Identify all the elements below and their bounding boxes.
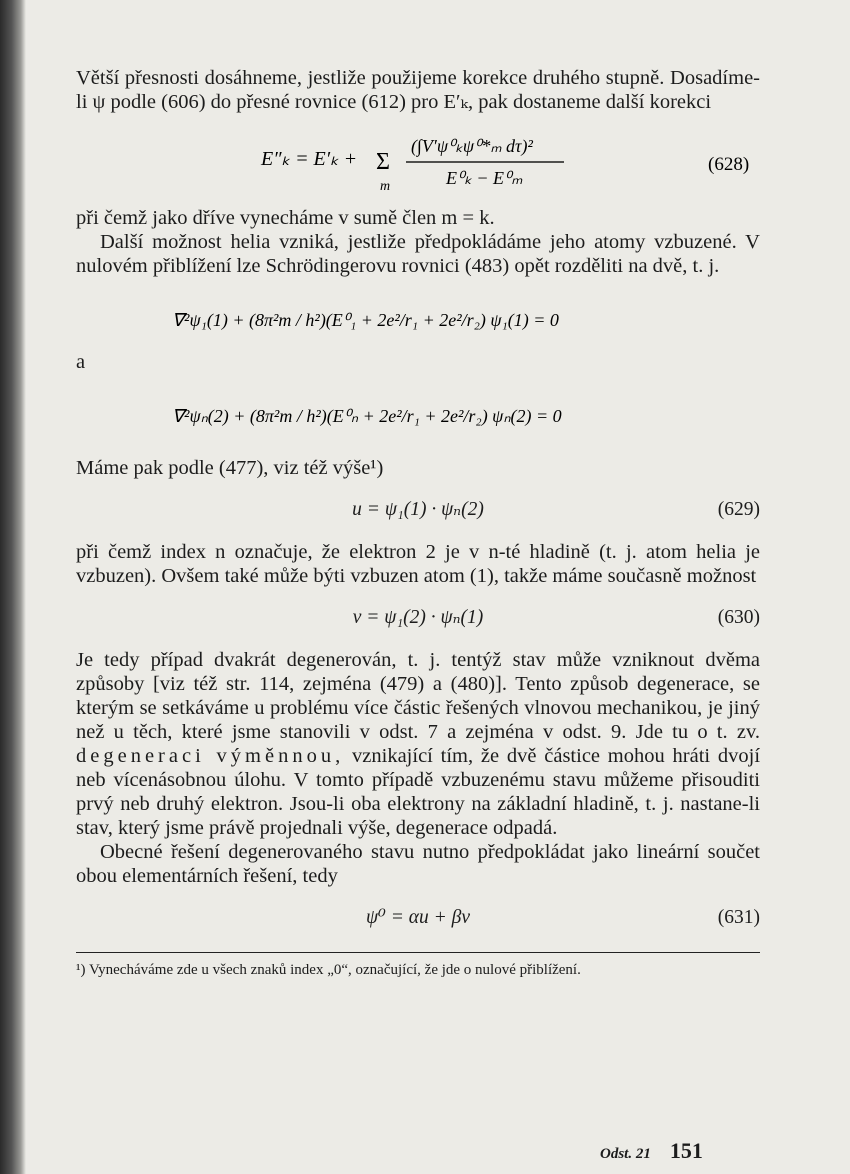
paragraph-7 [76,648,760,840]
eq631-number: (631) [717,907,760,928]
page-footer [600,1138,760,1164]
eq628-sum: Σ [376,149,390,175]
page-number: 151 [669,1138,703,1163]
eq630-number: (630) [717,607,760,628]
equation-631 [76,906,760,930]
eq628-lhs: E″ₖ = E′ₖ + [261,148,358,170]
section-reference: Odst. 21 [600,1146,651,1162]
equation-629 [76,498,760,522]
eq628-denominator: E⁰ₖ − E⁰ₘ [446,168,523,188]
paragraph-7-spaced-term: degeneraci výměnnou, [76,745,345,767]
eq628-sum-index: m [380,179,391,194]
page-body [76,66,760,980]
paragraph-7-part-b: vznikající tím, že dvě částice mohou hráti dvojí neb vícenásobnou úlohu. V tomto případě vzbuzenému stavu můžeme přisouditi prvý neb druhý elektron. Jsou-li oba elektrony na základní hladině, t. j. nastane-li stav, který jsme právě projednali výše, degenerace odpadá. [76,745,761,839]
eq629-body: u = ψ₁(1) · ψₙ(2) [352,499,484,520]
equation-630 [76,606,760,630]
paragraph-7-part-a: Je tedy případ dvakrát degenerován, t. j. tentýž stav může vzniknout dvěma způsoby [viz též str. 114, zejména (479) a (480)]. Tento způsob degenerace, se kterým se setkáváme u problému více částic řešených vlnovou mechanikou, je jiný než u těch, které jsme stanovili v odst. 7 a zejména v odst. 9. Jde tu o t. zv. [76,649,760,743]
eq630-body: v = ψ₁(2) · ψₙ(1) [352,607,484,628]
footnote: ¹) Vynecháváme zde u všech znaků index „0“, označující, že jde o nulové přiblížení. [76,962,581,978]
paragraph-5: Máme pak podle (477), viz též výše¹) [76,457,384,479]
eq628-numerator: (∫V′ψ⁰ₖψ⁰*ₘ dτ)² [411,136,533,156]
eq629-number: (629) [717,499,760,520]
paragraph-and: a [76,351,86,373]
schrodinger-equation-1 [76,288,760,350]
book-spine-shadow [0,0,26,1174]
schrodinger-equation-2-text: ∇²ψₙ(2) + (8π²m / h²)(E⁰ₙ + 2e²/r₁ + 2e²/r₂) ψₙ(2) = 0 [172,406,562,426]
equation-628-svg [76,132,760,196]
footnote-rule [76,952,760,953]
paragraph-6: při čemž index n označuje, že elektron 2 je v n-té hladině (t. j. atom helia je vzbuzen). Ovšem také může býti vzbuzen atom (1), takže máme současně možnost [76,541,760,587]
eq628-number: (628) [708,154,750,175]
equation-628 [76,132,760,196]
schrodinger-equation-2 [76,384,760,446]
eq631-body: ψ⁰ = αu + βv [365,907,471,928]
paragraph-8: Obecné řešení degenerovaného stavu nutno předpokládat jako lineární součet obou elementárních řešení, tedy [76,841,760,887]
paragraph-1: Větší přesnosti dosáhneme, jestliže použijeme korekce druhého stupně. Dosadíme-li ψ podle (606) do přesné rovnice (612) pro E′ₖ, pak dostaneme další korekci [76,67,760,113]
paragraph-3: Další možnost helia vzniká, jestliže předpokládáme jeho atomy vzbuzené. V nulovém přiblížení lze Schrödingerovu rovnici (483) opět rozděliti na dvě, t. j. [76,231,760,277]
paragraph-2: při čemž jako dříve vynecháme v sumě člen m = k. [76,207,495,229]
schrodinger-equation-1-text: ∇²ψ₁(1) + (8π²m / h²)(E⁰₁ + 2e²/r₁ + 2e²/r₂) ψ₁(1) = 0 [172,310,559,330]
